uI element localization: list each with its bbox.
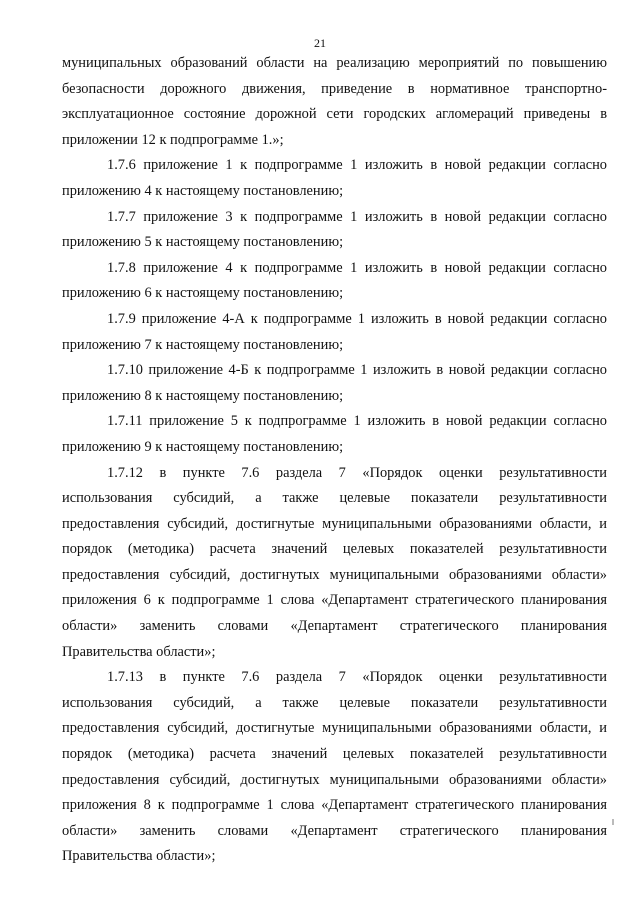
paragraph-1-7-6: 1.7.6 приложение 1 к подпрограмме 1 изложить в новой редакции согласно [107, 157, 607, 174]
text-line: Правительства области»; [62, 848, 216, 865]
text-line: приложению 8 к настоящему постановлению; [62, 387, 344, 404]
paragraph-1-7-13: 1.7.13 в пункте 7.6 раздела 7 «Порядок оценки результативности [107, 669, 607, 686]
text-line: порядок (методика) расчета значений целевых показателей результативности [62, 746, 607, 763]
page-number: 21 [314, 36, 326, 50]
text-line: предоставления субсидий, достигнутых муниципальными образованиями области» [62, 771, 607, 788]
paragraph-1-7-10: 1.7.10 приложение 4-Б к подпрограмме 1 изложить в новой редакции согласно [107, 362, 607, 379]
text-line: предоставления субсидий, достигнутые муниципальными образованиями области, и [62, 720, 607, 737]
paragraph-1-7-7: 1.7.7 приложение 3 к подпрограмме 1 изложить в новой редакции согласно [107, 208, 607, 225]
text-line: области» заменить словами «Департамент стратегического планирования [62, 822, 607, 839]
text-line: предоставления субсидий, достигнутые муниципальными образованиями области, и [62, 515, 607, 532]
text-line: безопасности дорожного движения, приведение в нормативное транспортно- [62, 80, 607, 97]
text-line: эксплуатационное состояние дорожной сети городских агломераций приведены в [62, 106, 607, 123]
text-line: приложению 7 к настоящему постановлению; [62, 336, 344, 353]
text-line: муниципальных образований области на реализацию мероприятий по повышению [62, 55, 607, 71]
text-line: приложении 12 к подпрограмме 1.»; [62, 131, 284, 148]
text-line: использования субсидий, а также целевые показатели результативности [62, 694, 607, 711]
text-line: предоставления субсидий, достигнутых муниципальными образованиями области» [62, 566, 607, 583]
scan-artifact [612, 819, 614, 825]
text-line: приложению 9 к настоящему постановлению; [62, 438, 344, 455]
paragraph-1-7-11: 1.7.11 приложение 5 к подпрограмме 1 изложить в новой редакции согласно [107, 413, 607, 430]
paragraph-1-7-9: 1.7.9 приложение 4-А к подпрограмме 1 изложить в новой редакции согласно [107, 310, 607, 327]
text-line: порядок (методика) расчета значений целевых показателей результативности [62, 541, 607, 558]
text-line: приложения 8 к подпрограмме 1 слова «Департамент стратегического планирования [62, 797, 607, 814]
text-line: приложению 5 к настоящему постановлению; [62, 234, 344, 251]
text-line: Правительства области»; [62, 643, 216, 660]
paragraph-1-7-8: 1.7.8 приложение 4 к подпрограмме 1 изложить в новой редакции согласно [107, 259, 607, 276]
paragraph-1-7-12: 1.7.12 в пункте 7.6 раздела 7 «Порядок оценки результативности [107, 464, 607, 481]
text-line: области» заменить словами «Департамент стратегического планирования [62, 618, 607, 635]
text-line: приложению 4 к настоящему постановлению; [62, 182, 344, 199]
text-line: использования субсидий, а также целевые показатели результативности [62, 490, 607, 507]
text-line: приложения 6 к подпрограмме 1 слова «Департамент стратегического планирования [62, 592, 607, 609]
text-line: приложению 6 к настоящему постановлению; [62, 285, 344, 302]
document-body [62, 51, 607, 870]
